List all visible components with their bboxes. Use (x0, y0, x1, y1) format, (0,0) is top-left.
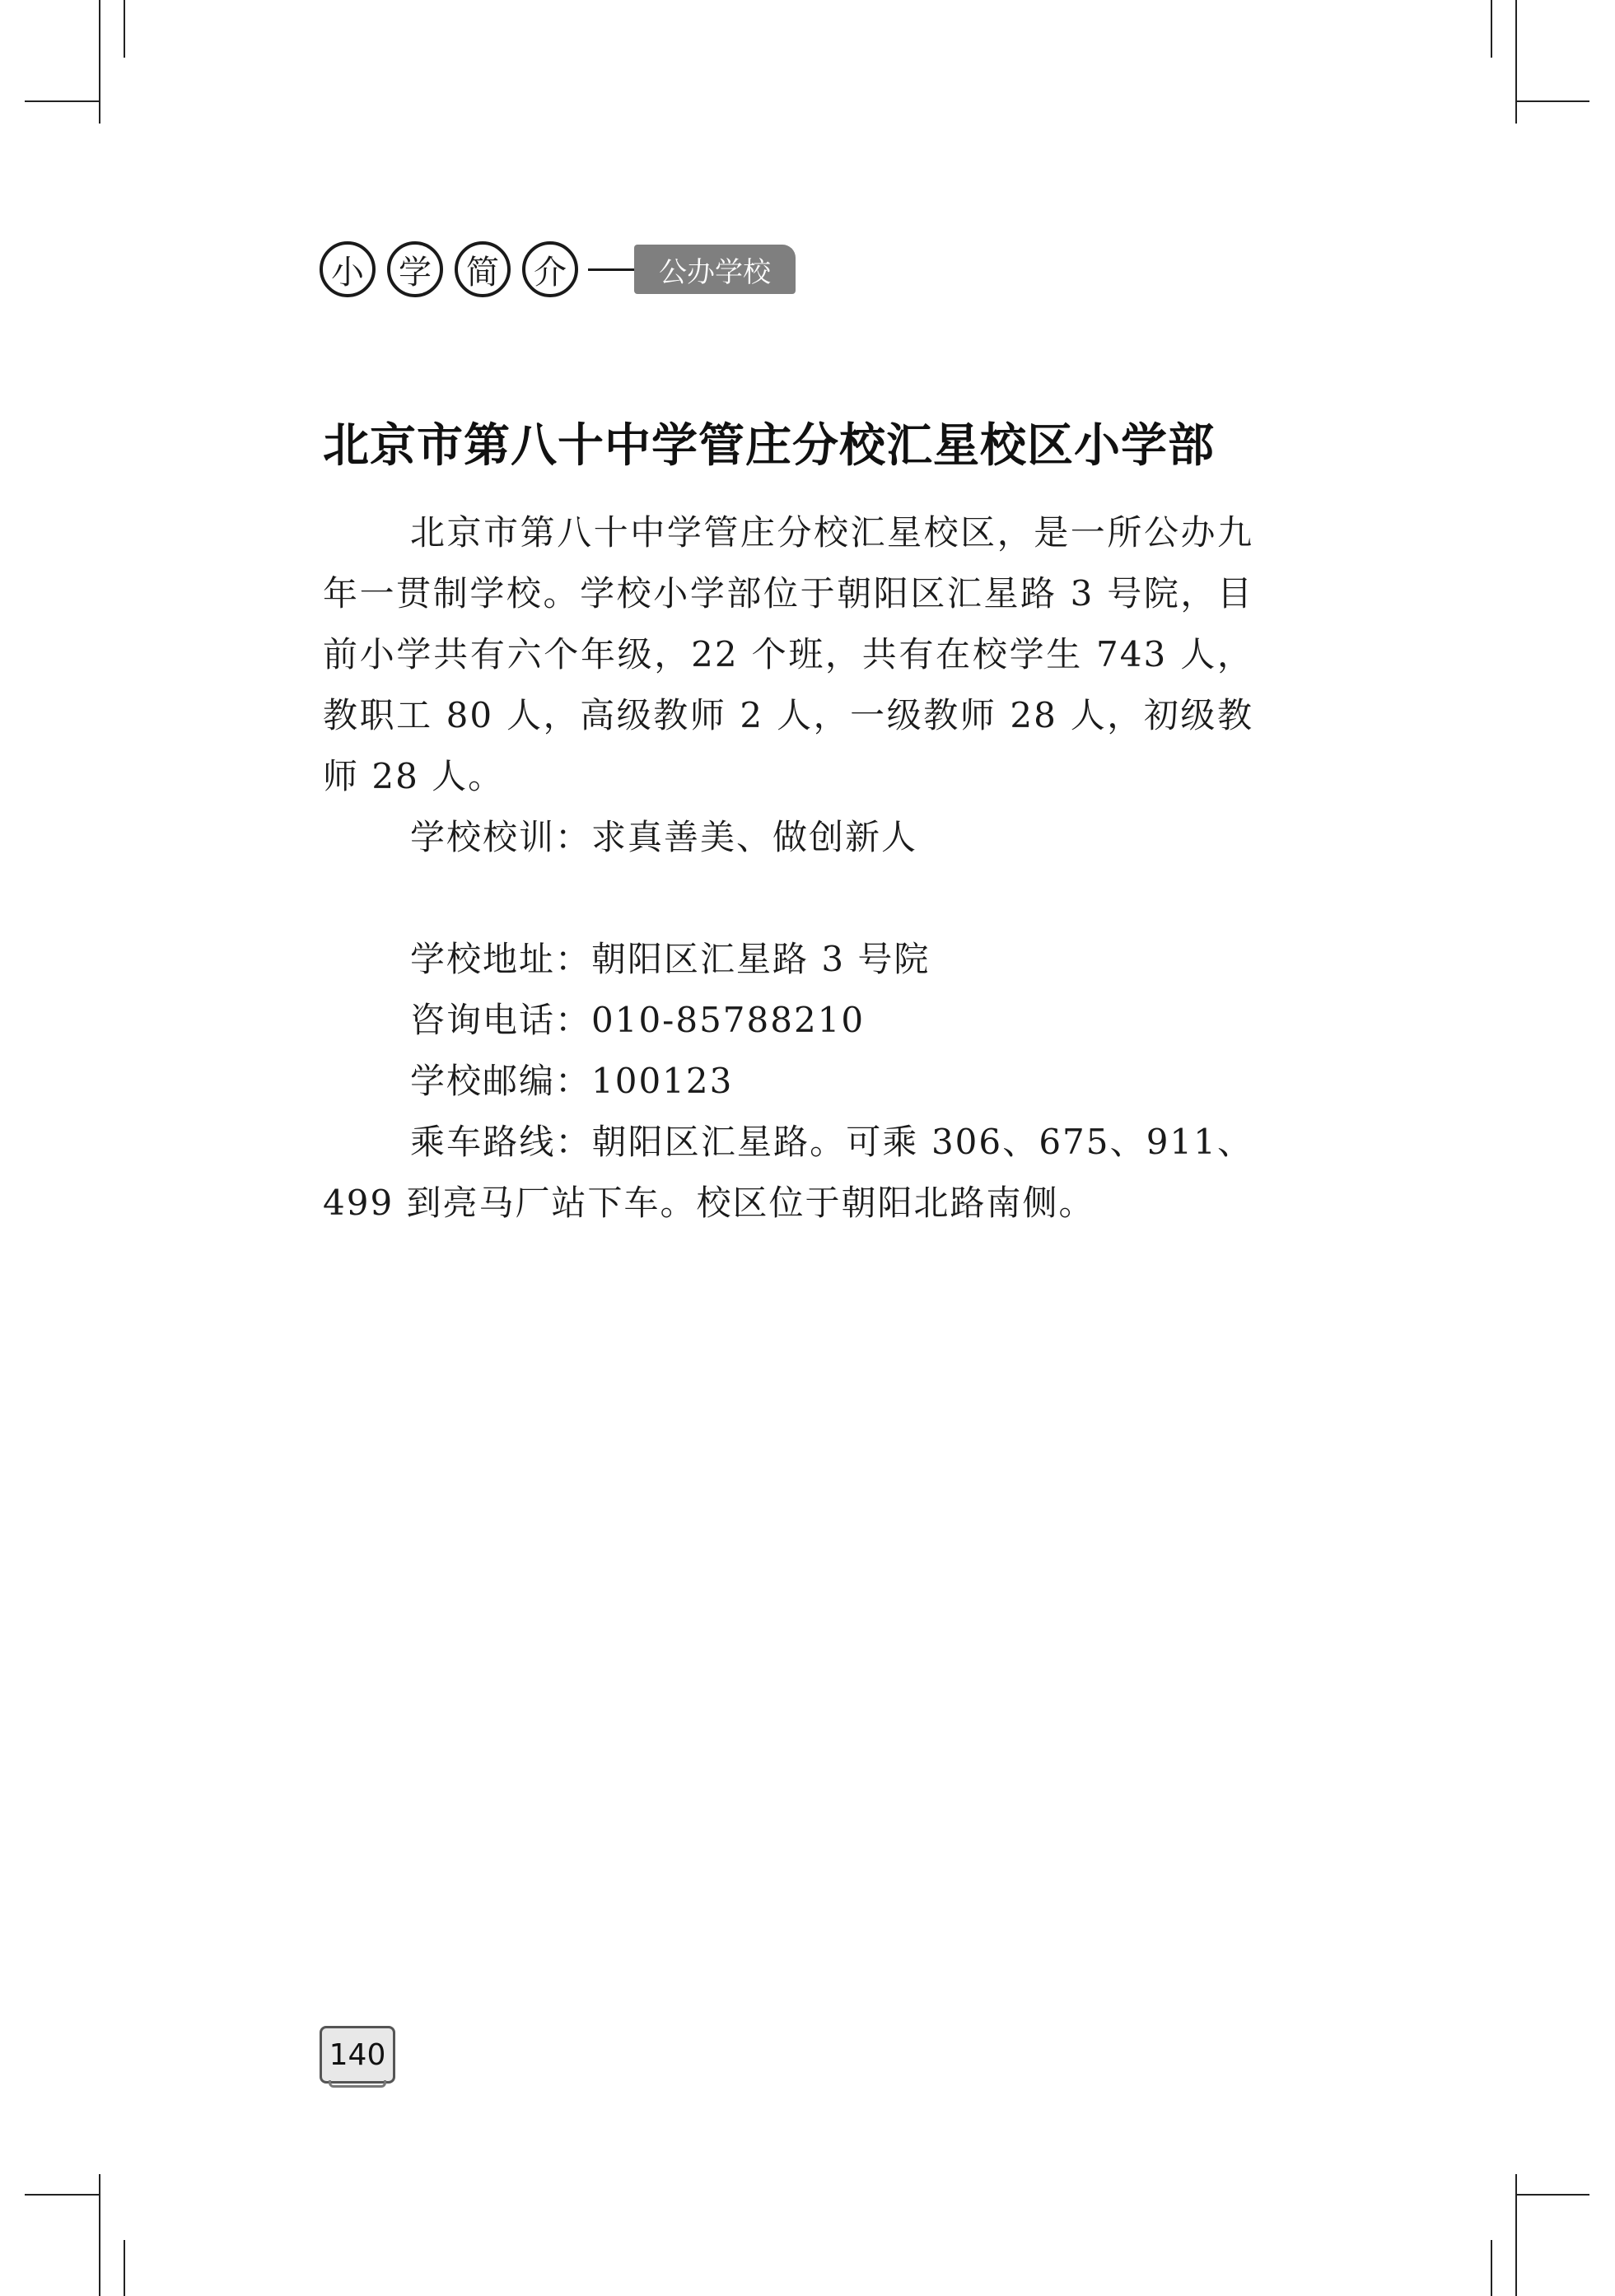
page-number: 140 (320, 2026, 395, 2084)
crop-mark (99, 2174, 100, 2296)
motto-line: 学校校训：求真善美、做创新人 (410, 817, 918, 857)
phone-line: 咨询电话：010-85788210 (410, 1000, 866, 1040)
crop-mark (1515, 100, 1589, 102)
section-char: 小 (320, 241, 376, 297)
crop-mark (1491, 0, 1492, 58)
crop-mark (124, 2240, 125, 2296)
postcode-line: 学校邮编：100123 (410, 1061, 734, 1101)
section-char: 学 (387, 241, 443, 297)
route-paragraph: 乘车路线：朝阳区汇星路。可乘 306、675、911、499 到亮马厂站下车。校区位于朝阳北路南侧。 (323, 1122, 1253, 1223)
crop-mark (99, 0, 100, 124)
crop-mark (1491, 2240, 1492, 2296)
crop-mark (1515, 2194, 1589, 2196)
section-char: 介 (522, 241, 578, 297)
crop-mark (124, 0, 125, 58)
intro-paragraph: 北京市第八十中学管庄分校汇星校区，是一所公办九年一贯制学校。学校小学部位于朝阳区汇星路 3 号院，目前小学共有六个年级，22 个班，共有在校学生 743 人，教职工 80 人，高级教师 2 人，一级教师 28 人，初级教师 28 人。 (323, 512, 1253, 796)
header-divider-line (588, 268, 634, 271)
school-description (323, 502, 1253, 1234)
crop-mark (1515, 0, 1517, 124)
section-header (320, 237, 796, 301)
school-title: 北京市第八十中学管庄分校汇星校区小学部 (323, 419, 1215, 473)
address-line: 学校地址：朝阳区汇星路 3 号院 (410, 939, 931, 979)
crop-mark (1515, 2174, 1517, 2296)
category-tag: 公办学校 (634, 245, 796, 294)
crop-mark (25, 100, 99, 102)
spacer (323, 868, 1253, 929)
crop-mark (25, 2194, 99, 2196)
section-char: 简 (455, 241, 511, 297)
